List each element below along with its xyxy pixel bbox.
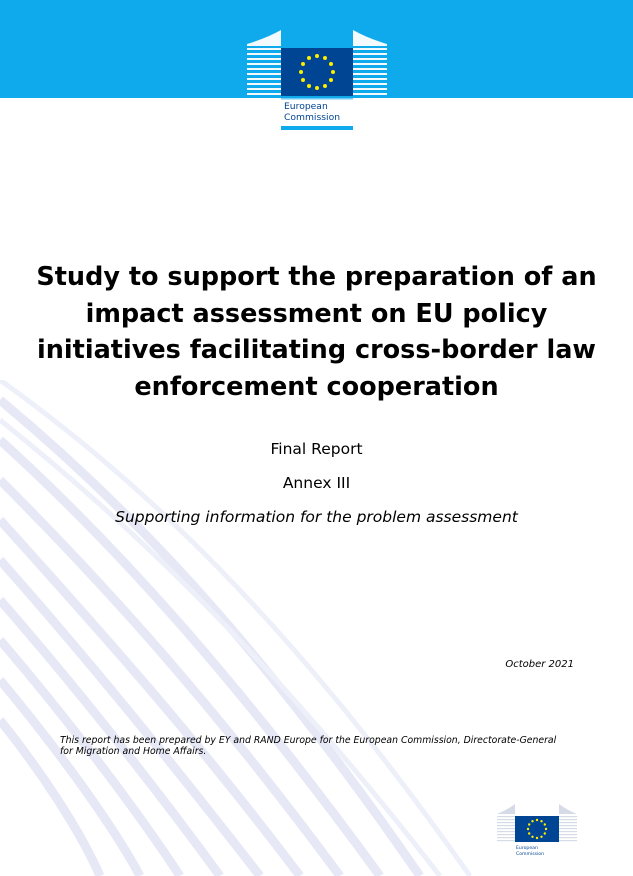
report-date: October 2021 xyxy=(505,659,574,670)
building-right-icon xyxy=(353,30,387,95)
annex-label: Annex III xyxy=(282,474,351,492)
logo-line-commission: Commission xyxy=(284,112,341,123)
logo-underline xyxy=(281,126,353,130)
prepared-by-note: This report has been prepared by EY and RAND Europe for the European Commission, Directorate-General for Migration and Home Affairs. xyxy=(60,735,557,757)
footer-logo-line-european: European xyxy=(516,846,538,851)
report-type: Final Report xyxy=(270,440,363,458)
footer-logo-line-commission: Commission xyxy=(516,852,545,857)
building-left-icon xyxy=(247,30,281,95)
report-subtitle: Supporting information for the problem assessment xyxy=(115,508,518,526)
european-commission-logo-small xyxy=(497,798,577,864)
eu-flag-icon xyxy=(281,48,353,96)
european-commission-wordmark xyxy=(284,101,354,123)
report-title: Study to support the preparation of an impact assessment on EU policy initiatives facilitating cross-border law enforcement cooperation xyxy=(36,262,597,402)
logo-line-european: European xyxy=(284,101,328,112)
eu-flag-icon-small xyxy=(515,816,559,842)
